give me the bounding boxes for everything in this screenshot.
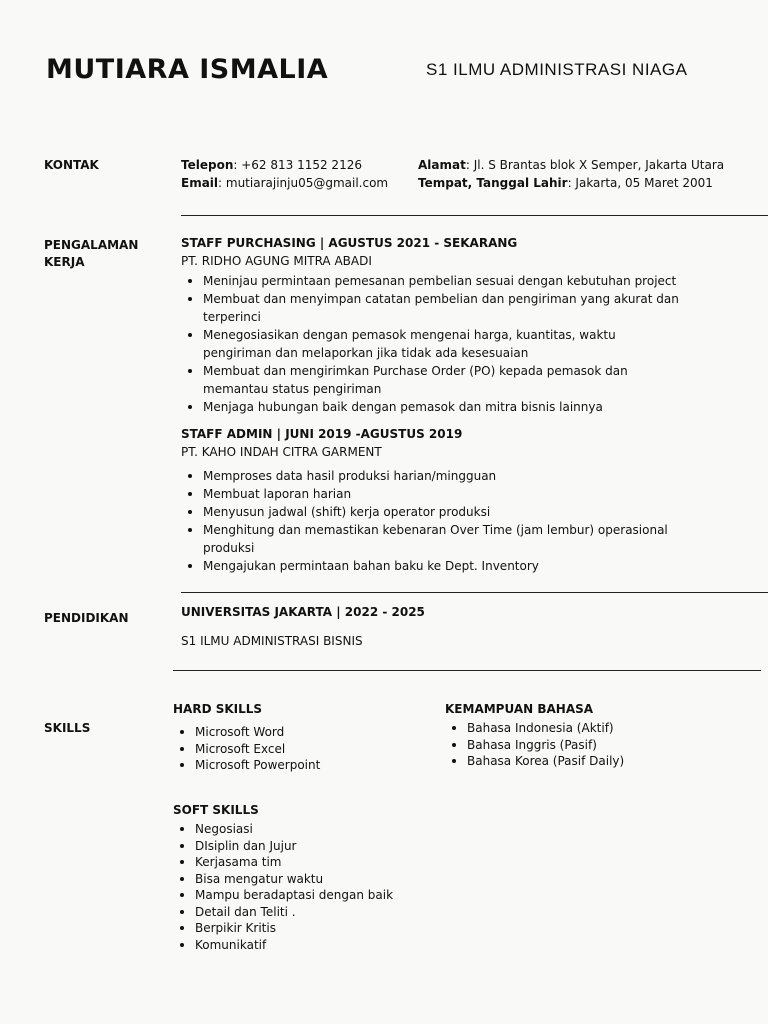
email-line: Email: mutiarajinju05@gmail.com xyxy=(181,176,389,190)
job-2 xyxy=(181,425,681,575)
list-item: Bisa mengatur waktu xyxy=(173,871,473,888)
list-item: Mengajukan permintaan bahan baku ke Dept. Inventory xyxy=(181,557,681,575)
divider xyxy=(181,215,768,216)
job-title: STAFF ADMIN | JUNI 2019 -AGUSTUS 2019 xyxy=(181,427,463,441)
skills-section-label: SKILLS xyxy=(44,721,91,735)
list-item: Menghitung dan memastikan kebenaran Over Time (jam lembur) operasional produksi xyxy=(181,521,681,557)
list-item: Microsoft Excel xyxy=(173,741,413,758)
address-label: Alamat xyxy=(418,158,466,172)
soft-skills-list xyxy=(173,821,473,953)
soft-skills xyxy=(173,801,473,953)
address-line: Alamat: Jl. S Brantas blok X Semper, Jakarta Utara xyxy=(418,158,725,172)
list-item: Microsoft Word xyxy=(173,724,413,741)
phone-label: Telepon xyxy=(181,158,234,172)
language-skills-list xyxy=(445,720,745,770)
divider xyxy=(181,592,768,593)
list-item: Berpikir Kritis xyxy=(173,920,473,937)
job-1 xyxy=(181,234,681,416)
language-skills-title: KEMAMPUAN BAHASA xyxy=(445,702,594,716)
phone-value: +62 813 1152 2126 xyxy=(241,158,362,172)
job-company: PT. RIDHO AGUNG MITRA ABADI xyxy=(181,254,372,268)
list-item: Mampu beradaptasi dengan baik xyxy=(173,887,473,904)
hard-skills-list xyxy=(173,724,413,774)
experience-label-line1: PENGALAMAN xyxy=(44,238,139,252)
list-item: Meninjau permintaan pemesanan pembelian sesuai dengan kebutuhan project xyxy=(181,272,681,290)
hard-skills xyxy=(173,700,413,774)
divider xyxy=(173,670,761,671)
list-item: Membuat laporan harian xyxy=(181,485,681,503)
list-item: Menjaga hubungan baik dengan pemasok dan mitra bisnis lainnya xyxy=(181,398,681,416)
job-company: PT. KAHO INDAH CITRA GARMENT xyxy=(181,445,382,459)
experience-label-line2: KERJA xyxy=(44,255,85,269)
birth-label: Tempat, Tanggal Lahir xyxy=(418,176,568,190)
list-item: Bahasa Korea (Pasif Daily) xyxy=(445,753,745,770)
contact-section-label: KONTAK xyxy=(44,158,99,172)
job-title: STAFF PURCHASING | AGUSTUS 2021 - SEKARANG xyxy=(181,236,518,250)
list-item: Bahasa Inggris (Pasif) xyxy=(445,737,745,754)
hard-skills-title: HARD SKILLS xyxy=(173,702,263,716)
resume-name: MUTIARA ISMALIA xyxy=(46,54,329,85)
list-item: Membuat dan menyimpan catatan pembelian dan pengiriman yang akurat dan terperinci xyxy=(181,290,681,326)
soft-skills-title: SOFT SKILLS xyxy=(173,803,259,817)
experience-section-label xyxy=(44,237,138,271)
job-duties xyxy=(181,467,681,575)
list-item: Memproses data hasil produksi harian/mingguan xyxy=(181,467,681,485)
birth-line: Tempat, Tanggal Lahir: Jakarta, 05 Maret 2001 xyxy=(418,176,713,190)
list-item: Kerjasama tim xyxy=(173,854,473,871)
list-item: Menyusun jadwal (shift) kerja operator produksi xyxy=(181,503,681,521)
birth-value: Jakarta, 05 Maret 2001 xyxy=(575,176,713,190)
education-major: S1 ILMU ADMINISTRASI BISNIS xyxy=(181,634,363,648)
list-item: Negosiasi xyxy=(173,821,473,838)
phone-line: Telepon: +62 813 1152 2126 xyxy=(181,158,362,172)
email-value: mutiarajinju05@gmail.com xyxy=(225,176,389,190)
list-item: Komunikatif xyxy=(173,937,473,954)
education-section-label: PENDIDIKAN xyxy=(44,611,129,625)
address-value: Jl. S Brantas blok X Semper, Jakarta Utara xyxy=(473,158,725,172)
list-item: Bahasa Indonesia (Aktif) xyxy=(445,720,745,737)
list-item: Detail dan Teliti . xyxy=(173,904,473,921)
language-skills xyxy=(445,700,745,770)
list-item: Menegosiasikan dengan pemasok mengenai harga, kuantitas, waktu pengiriman dan melaporkan jika tidak ada kesesuaian xyxy=(181,326,681,362)
list-item: Microsoft Powerpoint xyxy=(173,757,413,774)
job-duties xyxy=(181,272,681,416)
list-item: Membuat dan mengirimkan Purchase Order (PO) kepada pemasok dan memantau status pengiriman xyxy=(181,362,681,398)
list-item: DIsiplin dan Jujur xyxy=(173,838,473,855)
resume-degree: S1 ILMU ADMINISTRASI NIAGA xyxy=(426,60,688,79)
education-school: UNIVERSITAS JAKARTA | 2022 - 2025 xyxy=(181,605,425,619)
email-label: Email xyxy=(181,176,219,190)
